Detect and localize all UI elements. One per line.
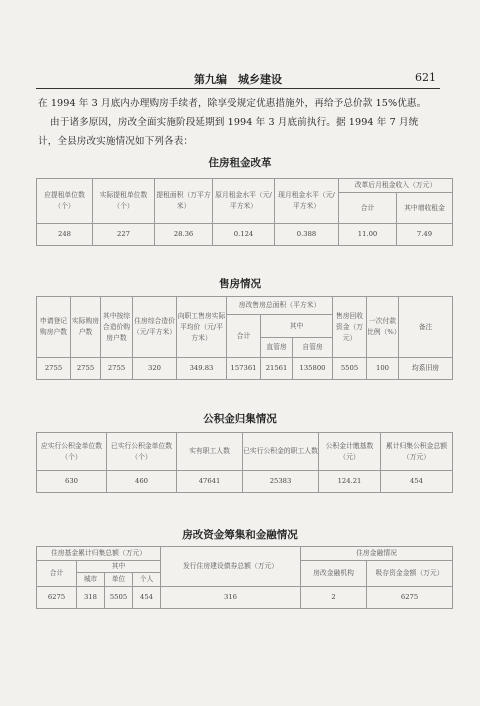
page-number: 621	[415, 71, 436, 84]
header-cell: 房改售房总面积（平方米）	[227, 297, 333, 315]
data-cell: 349.83	[177, 358, 227, 380]
header-cell: 合计	[37, 561, 77, 587]
data-cell: 157361	[227, 358, 261, 380]
header-cell: 其中增收租金	[397, 193, 453, 224]
header-cell: 住房综合造价（元/平方米）	[133, 297, 177, 358]
table-title-provident-fund: 公积金归集情况	[203, 413, 277, 425]
paragraph-line-2: 由于诸多原因，房改全面实施阶段延期到 1994 年 3 月底前执行。据 1994 年 7 月统	[50, 117, 419, 128]
data-cell: 454	[381, 471, 453, 493]
header-cell: 提租面积（万平方米）	[155, 179, 213, 224]
header-cell: 实有职工人数	[177, 433, 243, 471]
header-cell: 现月租金水平（元/平方米）	[275, 179, 339, 224]
header-cell: 原月租金水平（元/平方米）	[213, 179, 275, 224]
header-cell: 一次付款比例（%）	[367, 297, 399, 358]
header-cell: 直管房	[261, 338, 293, 358]
header-cell: 其中	[77, 561, 161, 573]
data-cell: 均系旧房	[399, 358, 453, 380]
data-cell: 630	[37, 471, 107, 493]
data-cell: 11.00	[339, 224, 397, 246]
table-title-house-sales: 售房情况	[219, 278, 261, 290]
header-cell: 单位	[105, 573, 133, 587]
data-cell: 21561	[261, 358, 293, 380]
data-cell: 2755	[37, 358, 71, 380]
data-cell: 454	[133, 587, 161, 609]
data-cell: 25383	[243, 471, 319, 493]
header-cell: 住房基金累计归集总额（万元）	[37, 547, 161, 561]
header-cell: 住房金融情况	[301, 547, 453, 561]
paragraph-line-1: 在 1994 年 3 月底内办理购房手续者，除享受规定优惠措施外，再给予总价款 15%优惠。	[38, 98, 427, 109]
header-cell: 自管房	[293, 338, 333, 358]
data-cell: 0.124	[213, 224, 275, 246]
chapter-title: 第九编 城乡建设	[194, 73, 282, 86]
header-cell: 备注	[399, 297, 453, 358]
data-cell: 5505	[333, 358, 367, 380]
header-cell: 个人	[133, 573, 161, 587]
header-cell: 已实行公积金单位数（个）	[107, 433, 177, 471]
data-cell: 316	[161, 587, 301, 609]
data-cell: 6275	[37, 587, 77, 609]
data-cell: 135800	[293, 358, 333, 380]
data-cell: 318	[77, 587, 105, 609]
data-cell: 320	[133, 358, 177, 380]
header-cell: 应提租单位数（个）	[37, 179, 93, 224]
header-cell: 实际提租单位数（个）	[93, 179, 155, 224]
provident-fund-table	[36, 432, 453, 493]
data-cell: 2755	[71, 358, 101, 380]
data-cell: 7.49	[397, 224, 453, 246]
table-title-fund-raising: 房改资金筹集和金融情况	[182, 529, 298, 541]
data-cell: 2755	[101, 358, 133, 380]
data-cell: 100	[367, 358, 399, 380]
rent-reform-table	[36, 178, 453, 246]
data-cell: 0.388	[275, 224, 339, 246]
header-cell: 房改金融机构	[301, 561, 367, 587]
table-title-rent-reform: 住房租金改革	[208, 157, 272, 169]
header-cell: 向职工售房实际平均价（元/平方米）	[177, 297, 227, 358]
paragraph-line-3: 计，全县房改实施情况如下列各表：	[38, 136, 194, 147]
data-cell: 47641	[177, 471, 243, 493]
header-cell: 申请登记购房户数	[37, 297, 71, 358]
header-cell: 已实行公积金的职工人数	[243, 433, 319, 471]
header-cell: 实际购房户数	[71, 297, 101, 358]
header-cell: 吸存资金金额（万元）	[367, 561, 453, 587]
header-cell: 发行住房建设债券总额（万元）	[161, 547, 301, 587]
data-cell: 2	[301, 587, 367, 609]
data-cell: 5505	[105, 587, 133, 609]
header-cell: 累计归集公积金总额（万元）	[381, 433, 453, 471]
data-cell: 28.36	[155, 224, 213, 246]
header-cell: 售房回收资金（万元）	[333, 297, 367, 358]
house-sales-table	[36, 296, 453, 380]
data-cell: 124.21	[319, 471, 381, 493]
data-cell: 6275	[367, 587, 453, 609]
header-cell: 公积金计缴基数（元）	[319, 433, 381, 471]
data-cell: 460	[107, 471, 177, 493]
data-cell: 248	[37, 224, 93, 246]
header-cell: 城市	[77, 573, 105, 587]
header-cell: 其中按综合造价购房户数	[101, 297, 133, 358]
data-cell: 227	[93, 224, 155, 246]
header-cell: 合计	[339, 193, 397, 224]
page-header	[36, 70, 440, 89]
header-cell: 合计	[227, 315, 261, 358]
header-cell: 其中	[261, 315, 333, 338]
header-cell: 应实行公积金单位数（个）	[37, 433, 107, 471]
header-cell: 改革后月租金收入（万元）	[339, 179, 453, 193]
fund-raising-table	[36, 546, 453, 609]
